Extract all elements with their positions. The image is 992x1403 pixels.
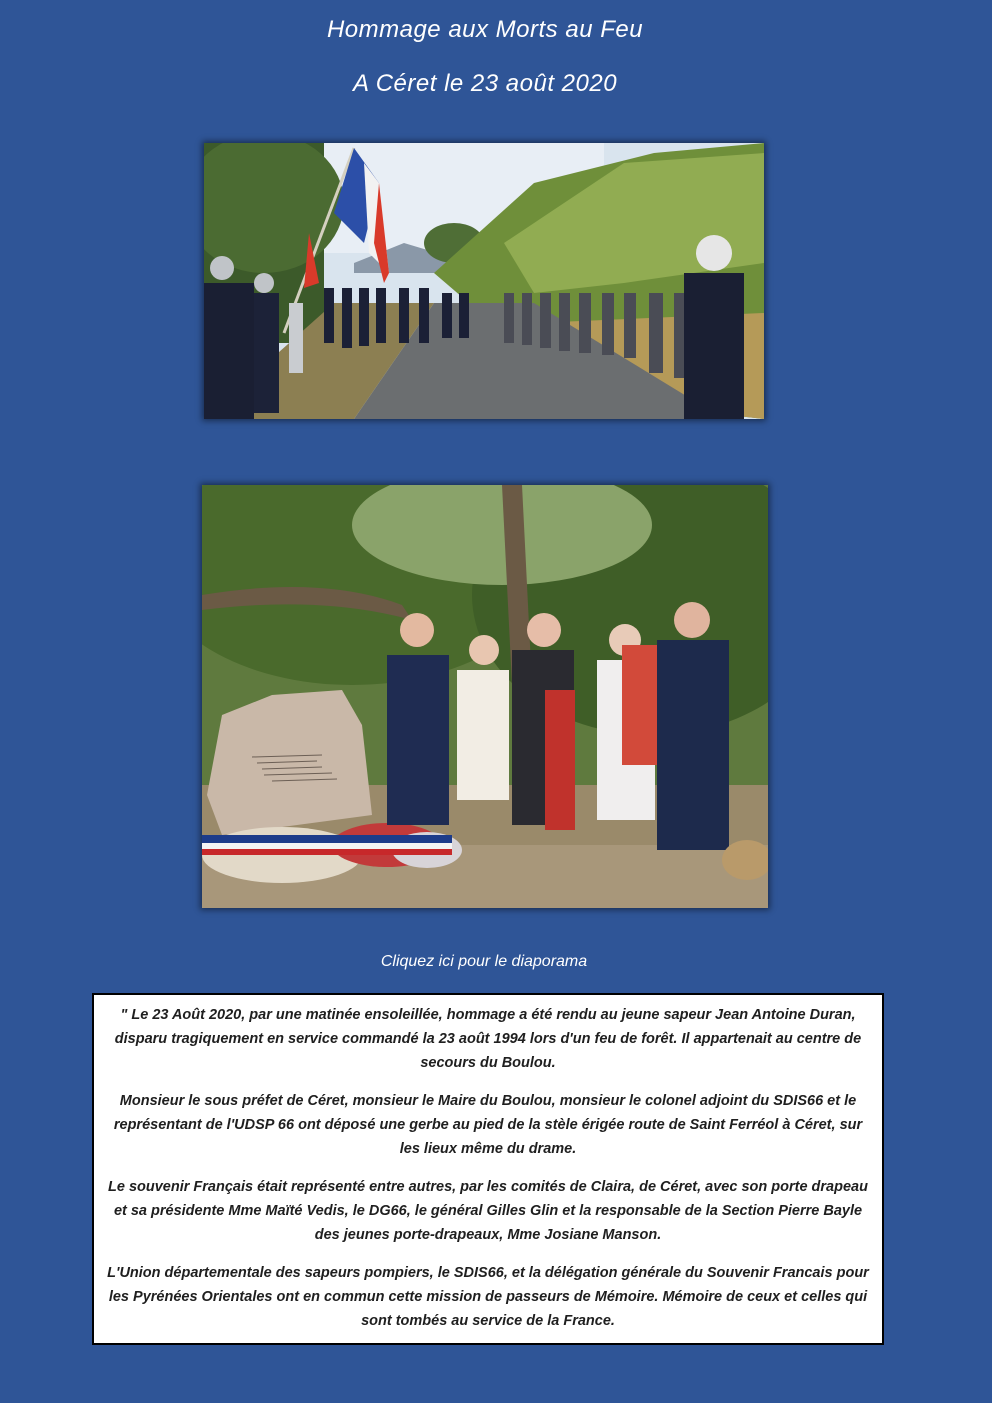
memorial-stele-photo [202,485,768,908]
ceremony-road-photo [204,143,764,419]
article-paragraph-3: Le souvenir Français était représenté entre autres, par les comités de Claira, de Céret, avec son porte drapeau et sa présidente Mme Maïté Vedis, le DG66, le général Gilles Glin et la responsable de la Section Pierre Bayle des jeunes porte-drapeaux, Mme Josiane Manson. [108,1179,868,1243]
page-subtitle: A Céret le 23 août 2020 [352,70,618,97]
slideshow-link[interactable]: Cliquez ici pour le diaporama [380,953,588,970]
article-paragraph-2: Monsieur le sous préfet de Céret, monsieur le Maire du Boulou, monsieur le colonel adjoint du SDIS66 et le représentant de l'UDSP 66 ont déposé une gerbe au pied de la stèle érigée route de Saint Ferréol à Céret, sur les lieux même du drame. [113,1093,863,1157]
page-title: Hommage aux Morts au Feu [326,16,644,43]
article-paragraph-1: " Le 23 Août 2020, par une matinée ensoleillée, hommage a été rendu au jeune sapeur Jean Antoine Duran, disparu tragiquement en service commandé la 23 août 1994 lors d'un feu de forêt. Il appartenait au centre de secours du Boulou. [114,1007,862,1071]
article-paragraph-4: L'Union départementale des sapeurs pompiers, le SDIS66, et la délégation générale du Souvenir Francais pour les Pyrénées Orientales ont en commun cette mission de passeurs de Mémoire. Mémoire de ceux et celles qui sont tombés au service de la France. [107,1265,869,1329]
article-text-box [92,993,884,1345]
